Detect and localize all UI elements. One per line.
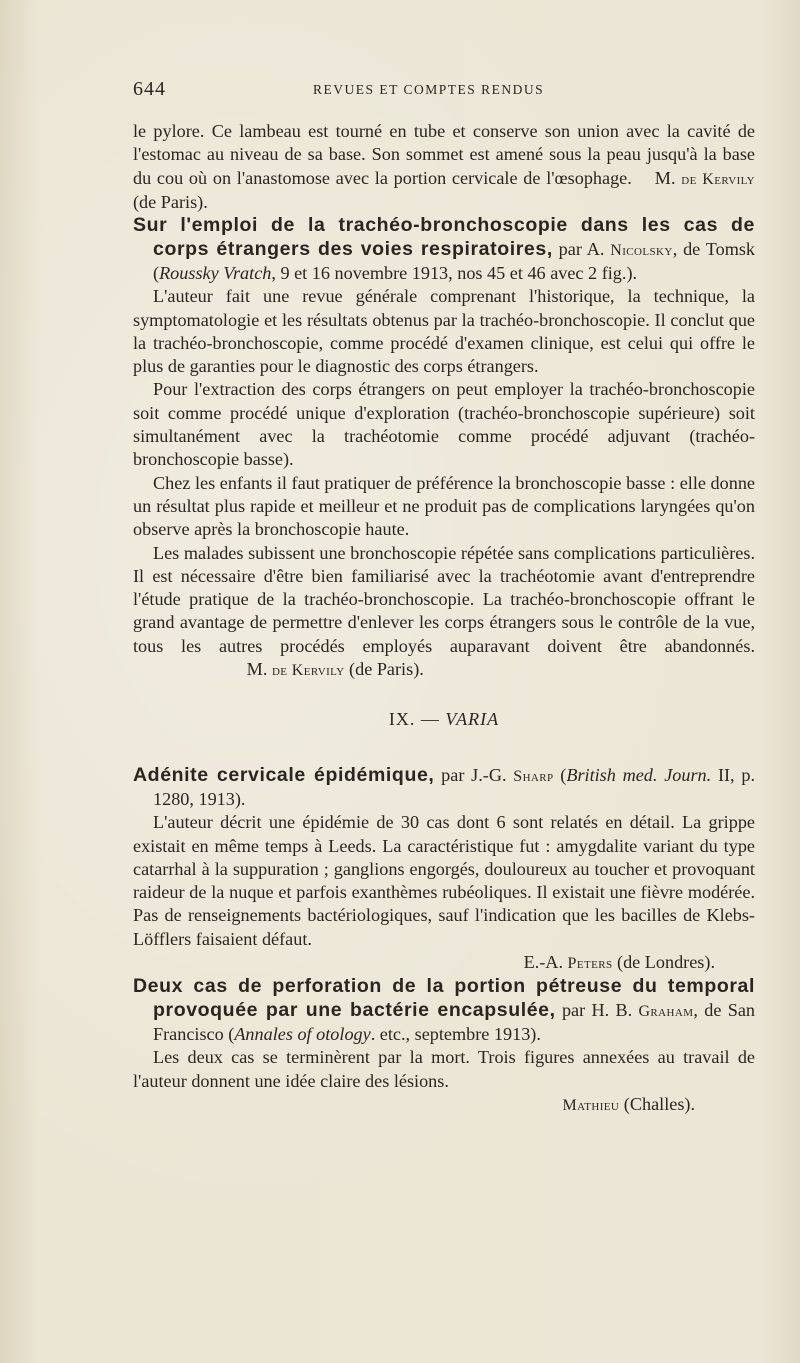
continuation-text: le pylore. Ce lambeau est tourné en tube et conserve son union avec la cavité de l'estomac au niveau de sa base. Son sommet est amené sous la peau jusqu'à la base du cou où on l'anastomose avec la portion cervicale de l'œsophage. [133,121,755,188]
reviewer-name: Mathieu [562,1096,620,1114]
running-title: REVUES ET COMPTES RENDUS [313,82,545,97]
article-title: Deux cas de perforation de la portion pétreuse du temporal provoquée par une bactérie encapsulée, [133,975,755,1021]
article-paren: ( [553,764,567,785]
article-title: Adénite cervicale épidémique, [133,763,435,786]
article-author: Nicolsky [610,241,673,259]
reviewer-place: (de Londres). [612,952,715,972]
reviewer-name: de Kervily [271,662,345,680]
signature [133,951,755,975]
journal-name: Roussky Vratch [159,262,272,283]
section-name: VARIA [445,709,500,730]
article-author: Graham [638,1002,694,1020]
text-column [133,120,755,1117]
paragraph-text: Les malades subissent une bronchoscopie répétée sans complications particulières. Il est nécessaire d'être bien familiarisé avec la trachéotomie avant d'entreprendre l'étude pratique de la trachéo-bronchoscopie. La trachéo-bronchoscopie offrant le grand avantage de permettre d'enlever les corps étrangers sous le contrôle de la vue, tous les autres procédés employés auparavant doivent être abandonnés. [133,542,755,656]
paragraph [133,542,755,683]
article-heading [133,214,755,285]
sig-prefix: M. [246,659,272,680]
sig-prefix: M. [654,167,682,188]
paragraph: Pour l'extraction des corps étrangers on peut employer la trachéo-bronchoscopie soit comme procédé unique d'exploration (trachéo-bronchoscopie supérieure) soit simultanément avec la trachéotomie comme procédé adjuvant (trachéo-bronchoscopie basse). [133,379,755,470]
article-reference: , 9 et 16 novembre 1913, nos 45 et 46 avec 2 fig.). [271,262,638,283]
paragraph: L'auteur décrit une épidémie de 30 cas dont 6 sont relatés en détail. La grippe existait en même temps à Leeds. La caractéristique fut : amygdalite variant du type catarrhal à la suppuration ; ganglions engorgés, douloureux au toucher et provoquant raideur de la nuque et parfois exanthèmes rubéoliques. Il existait une fièvre modérée. Pas de renseignements bactériologiques, sauf l'indication que les bacilles de Klebs-Löfflers faisaient défaut. [133,812,755,949]
article-heading [133,764,755,812]
article-location: , de Tomsk ( [153,238,756,283]
page-number: 644 [133,78,166,100]
paragraph: L'auteur fait une revue générale comprenant l'historique, la technique, la symptomatologie et les résultats obtenus par la trachéo-bronchoscopie. Il conclut que la trachéo-bronchoscopie, comme procédé d'examen clinique, est celui qui offre le plus de garanties pour le diagnostic des corps étrangers. [133,286,755,377]
reviewer-place: (de Paris). [133,191,208,212]
reviewer-name: de Kervily [681,170,756,188]
journal-name: British med. Journ. [566,764,712,785]
article-title: Sur l'emploi de la trachéo-bronchoscopie dans les cas de corps étrangers des voies respiratoires, [133,214,755,260]
signature [133,1093,755,1117]
sig-prefix: E.-A. [523,952,568,972]
article-reference: . etc., septembre 1913). [370,1024,541,1045]
section-number: IX. — [388,709,446,730]
reviewer-name: Peters [567,955,613,972]
reviewer-place: (Challes). [619,1093,695,1114]
reviewer-place: (de Paris). [344,659,424,680]
article-by: par J.-G. [434,764,514,785]
article-reference: II, p. 1280, 1913). [153,764,755,809]
paragraph: Chez les enfants il faut pratiquer de préférence la bronchoscopie basse : elle donne un résultat plus rapide et meilleur et ne produit pas de complications laryngées qu'on observe après la bronchoscopie haute. [133,472,755,540]
signature [247,659,424,679]
article-heading [133,975,755,1046]
section-heading [133,708,755,731]
paragraph: Les deux cas se terminèrent par la mort. Trois figures annexées au travail de l'auteur donnent une idée claire des lésions. [133,1047,755,1091]
article-location: , de San Francisco ( [153,999,755,1045]
article-by: par H. B. [555,999,639,1020]
article-by: par A. [552,238,611,259]
continuation-paragraph [133,120,755,214]
article-author: Sharp [513,767,554,785]
page-header [133,78,693,102]
journal-name: Annales of otology [234,1024,371,1045]
